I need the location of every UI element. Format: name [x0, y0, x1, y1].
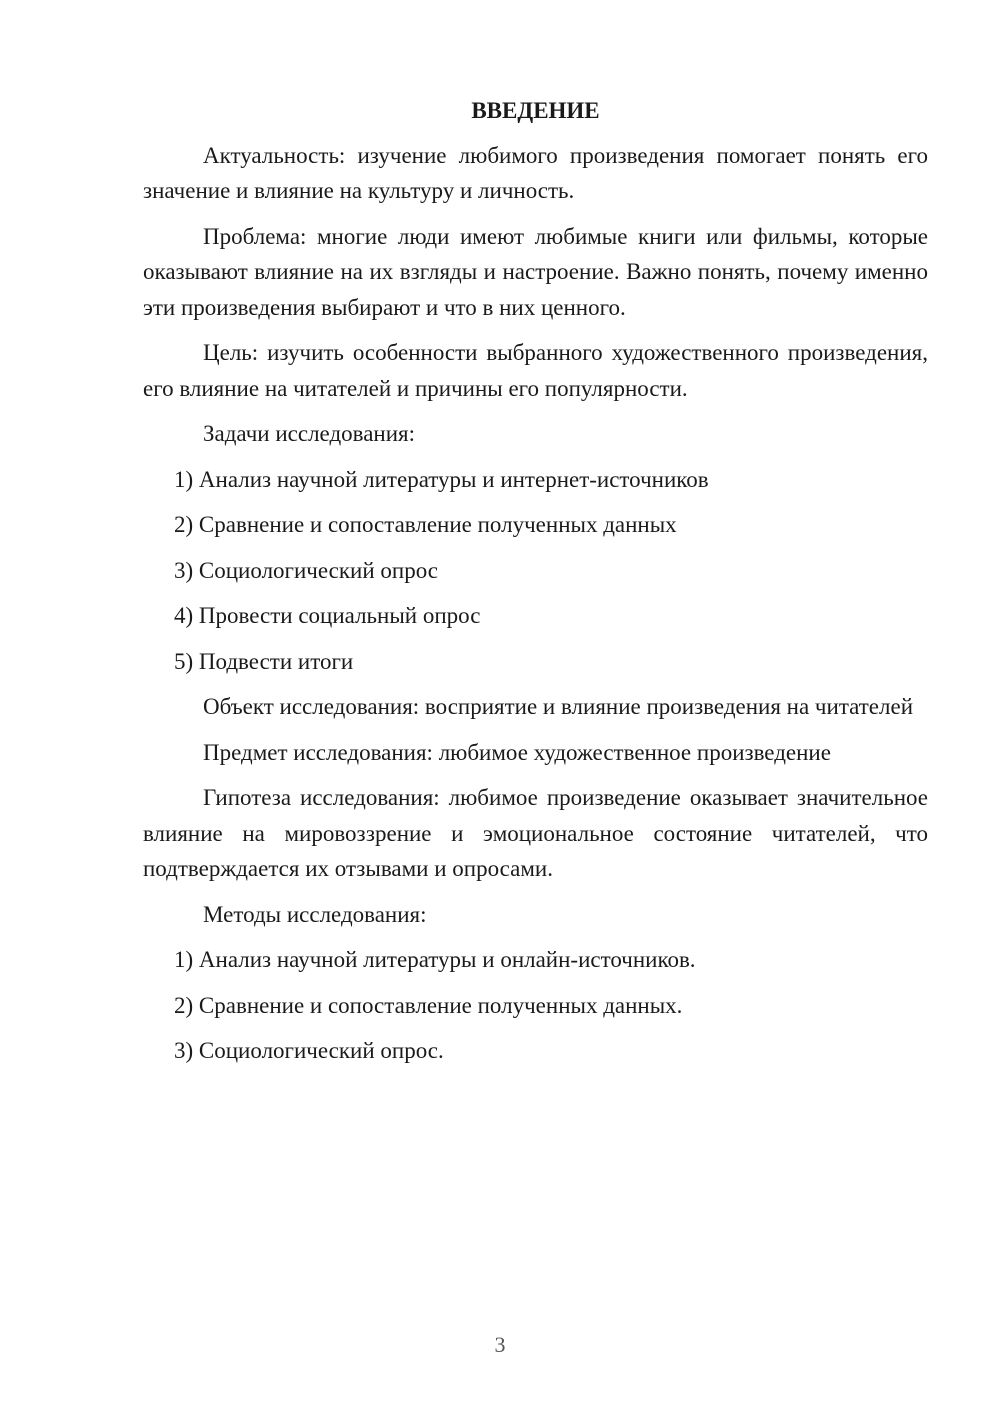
method-item: 1) Анализ научной литературы и онлайн-источников. [174, 947, 696, 972]
page-number: 3 [494, 1332, 506, 1357]
task-item: 3) Социологический опрос [174, 557, 438, 583]
subject-paragraph: Предмет исследования: любимое художественное произведение [203, 739, 831, 765]
tasks-heading: Задачи исследования: [203, 421, 416, 446]
task-item: 4) Провести социальный опрос [174, 603, 481, 628]
document-body [143, 93, 928, 1079]
page-title: ВВЕДЕНИЕ [471, 98, 600, 123]
method-item: 2) Сравнение и сопоставление полученных данных. [174, 992, 683, 1018]
problem-paragraph: Проблема: многие люди имеют любимые книги или фильмы, которые оказывают влияние на их взгляды и настроение. Важно понять, почему именно эти произведения выбирают и что в них ценного. [143, 223, 928, 320]
methods-heading: Методы исследования: [203, 901, 427, 927]
relevance-paragraph: Актуальность: изучение любимого произведения помогает понять его значение и влияние на культуру и личность. [143, 142, 928, 203]
method-item: 3) Социологический опрос. [174, 1038, 444, 1063]
object-paragraph: Объект исследования: восприятие и влияние произведения на читателей [203, 694, 914, 719]
task-item: 1) Анализ научной литературы и интернет-источников [174, 466, 709, 492]
task-item: 5) Подвести итоги [174, 648, 354, 674]
goal-paragraph: Цель: изучить особенности выбранного художественного произведения, его влияние на читателей и причины его популярности. [143, 340, 928, 401]
hypothesis-paragraph: Гипотеза исследования: любимое произведение оказывает значительное влияние на мировоззрение и эмоциональное состояние читателей, что подтверждается их отзывами и опросами. [143, 785, 928, 881]
task-item: 2) Сравнение и сопоставление полученных данных [174, 512, 677, 537]
